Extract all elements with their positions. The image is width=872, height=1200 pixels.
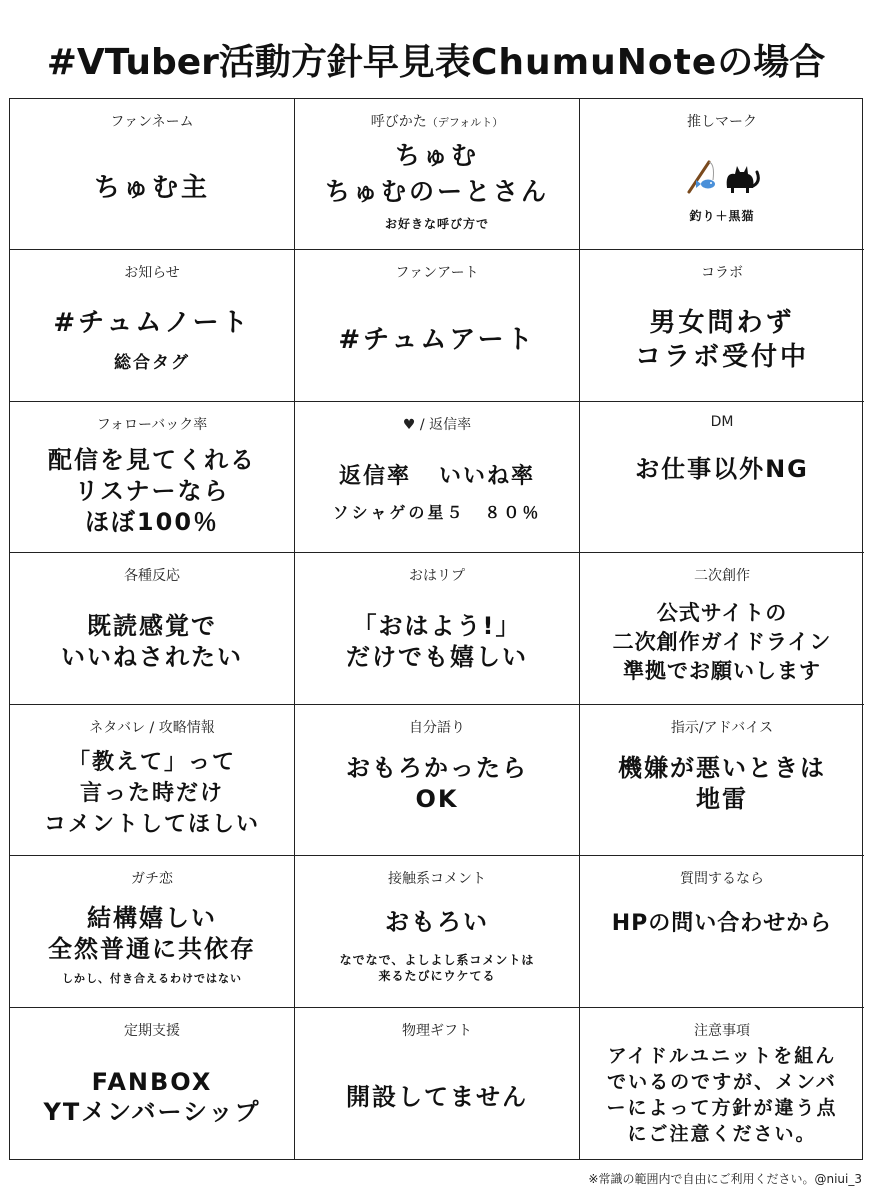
cell-value: お仕事以外NG bbox=[635, 454, 809, 483]
cell-contact-comments bbox=[295, 856, 580, 1007]
cell-value: 既読感覚で いいねされたい bbox=[61, 612, 243, 672]
footer-note: ※常識の範囲内で自由にご利用ください。@niui_3 bbox=[588, 1172, 862, 1186]
oshi-mark-icons bbox=[683, 158, 761, 194]
cell-heading: フォローバック率 bbox=[96, 416, 208, 433]
cell-heading: 定期支援 bbox=[124, 1022, 180, 1039]
cell-spoilers bbox=[10, 705, 295, 856]
cell-heading: ♥ / 返信率 bbox=[402, 416, 472, 433]
cell-fan-art bbox=[295, 250, 580, 401]
title-brand: ChumuNote bbox=[470, 42, 718, 83]
cell-note: お好きな呼び方で bbox=[384, 217, 489, 232]
cell-physical-gift bbox=[295, 1008, 580, 1159]
cell-questions bbox=[580, 856, 864, 1007]
cell-value: アイドルユニットを組ん でいるのですが、メンバ ーによって方針が違う点 にご注意ください。 bbox=[606, 1045, 838, 1146]
rate-labels bbox=[325, 459, 549, 490]
cell-heading: ネタバレ / 攻略情報 bbox=[89, 719, 215, 736]
cell-value: おもろい bbox=[385, 907, 489, 936]
cell-advice bbox=[580, 705, 864, 856]
cell-dm bbox=[580, 402, 864, 553]
cell-heading: 推しマーク bbox=[687, 114, 757, 130]
title-suffix: の場合 bbox=[717, 42, 826, 83]
cell-heading: 注意事項 bbox=[694, 1022, 750, 1039]
cell-support bbox=[10, 1008, 295, 1159]
cell-follow-back bbox=[10, 402, 295, 553]
cell-heading: ファンネーム bbox=[110, 114, 194, 130]
cell-collab bbox=[580, 250, 864, 401]
cell-sub: 総合タグ bbox=[114, 353, 190, 374]
cell-value: おもろかったら OK bbox=[346, 753, 528, 813]
fishing-pole-fish-icon bbox=[683, 158, 719, 194]
cell-heading: お知らせ bbox=[124, 265, 180, 282]
cell-value: #チュムノート bbox=[53, 308, 251, 339]
cell-reply-rate bbox=[295, 402, 580, 553]
cell-fan-works bbox=[580, 553, 864, 704]
page-title bbox=[0, 34, 872, 85]
cell-announcements bbox=[10, 250, 295, 401]
cell-heading: おはリプ bbox=[409, 568, 465, 585]
cell-heading: 二次創作 bbox=[694, 568, 750, 585]
cell-morning-reply bbox=[295, 553, 580, 704]
cell-oshi-mark bbox=[580, 99, 864, 250]
cell-value: ちゅむ ちゅむのーとさん bbox=[324, 141, 549, 207]
cell-value: 「教えて」って 言った時だけ コメントしてほしい bbox=[43, 750, 260, 838]
cell-value: ちゅむ主 bbox=[93, 173, 210, 204]
cell-how-to-call bbox=[295, 99, 580, 250]
cell-reactions bbox=[10, 553, 295, 704]
cell-value: FANBOX YTメンバーシップ bbox=[43, 1068, 261, 1127]
cell-value: 配信を見てくれる リスナーなら ほぼ100％ bbox=[48, 445, 256, 536]
cell-self-talk bbox=[295, 705, 580, 856]
cell-value: 結構嬉しい 全然普通に共依存 bbox=[48, 904, 256, 964]
cell-note: しかし、付き合えるわけではない bbox=[62, 972, 242, 986]
cell-value: 機嫌が悪いときは 地雷 bbox=[618, 753, 826, 813]
cell-gachikoi bbox=[10, 856, 295, 1007]
cell-value: 男女問わず コラボ受付中 bbox=[634, 307, 809, 372]
cell-note: 釣り＋黒猫 bbox=[689, 209, 755, 224]
black-cat-icon bbox=[723, 158, 761, 194]
cell-notice bbox=[580, 1008, 864, 1159]
cell-value: 「おはよう!」 だけでも嬉しい bbox=[346, 612, 528, 672]
cell-fan-name bbox=[10, 99, 295, 250]
cell-heading: 指示/アドバイス bbox=[670, 719, 774, 736]
cell-heading: DM bbox=[710, 413, 734, 430]
like-rate-label: いいね率 bbox=[439, 464, 536, 490]
cell-heading: コラボ bbox=[701, 265, 743, 282]
reply-rate-label: 返信率 bbox=[338, 464, 411, 490]
cell-heading: 自分語り bbox=[409, 719, 465, 736]
cell-heading: 質問するなら bbox=[680, 871, 764, 888]
policy-grid bbox=[9, 98, 863, 1160]
cell-heading: 各種反応 bbox=[124, 568, 180, 585]
cell-heading: ファンアート bbox=[395, 265, 479, 282]
rate-value: ソシャゲの星５ ８０％ bbox=[332, 503, 542, 523]
title-prefix: #VTuber活動方針早見表 bbox=[46, 42, 471, 83]
cell-heading: ガチ恋 bbox=[131, 871, 173, 888]
cell-value: 開設してません bbox=[346, 1082, 528, 1111]
cell-heading-text: 呼びかた bbox=[370, 114, 427, 130]
cell-value: HPの問い合わせから bbox=[611, 911, 833, 937]
cell-heading-note: （デフォルト） bbox=[426, 116, 504, 129]
cell-heading: 物理ギフト bbox=[402, 1022, 472, 1039]
cell-heading: 接触系コメント bbox=[388, 871, 486, 888]
cell-value: #チュムアート bbox=[338, 324, 536, 355]
cell-value: 公式サイトの 二次創作ガイドライン 準拠でお願いします bbox=[612, 600, 832, 683]
cell-note: なでなで、よしよし系コメントは 来るたびにウケてる bbox=[339, 952, 535, 983]
